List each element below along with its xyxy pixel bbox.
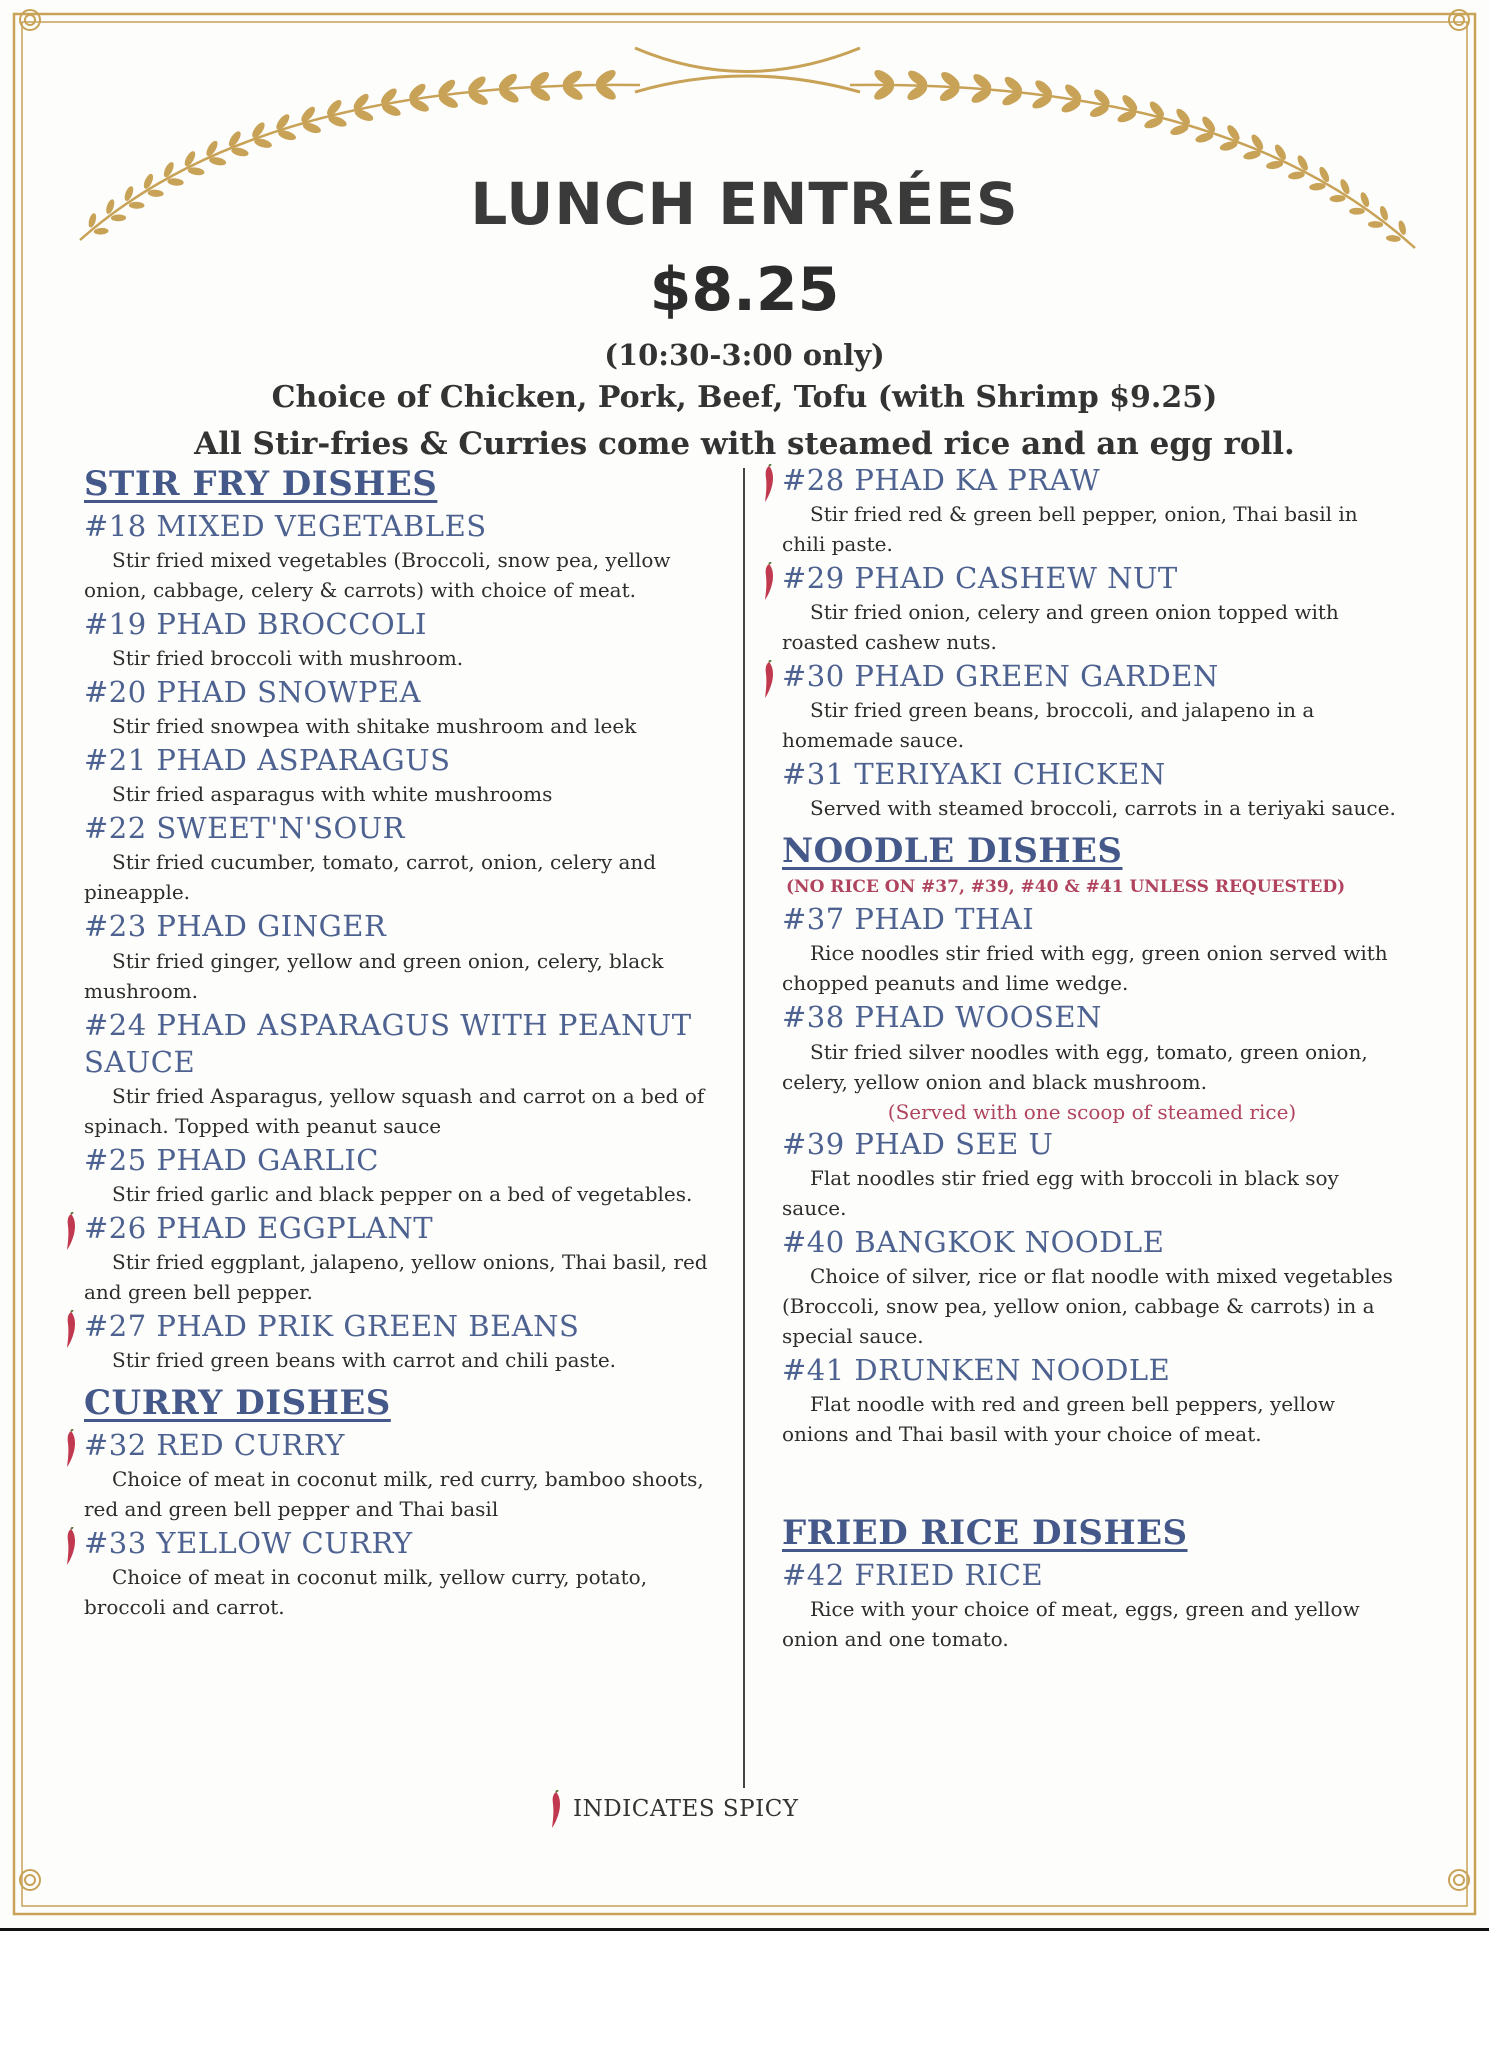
menu-item xyxy=(84,1525,724,1622)
menu-item xyxy=(84,508,724,605)
menu-item xyxy=(782,1224,1402,1351)
menu-item xyxy=(782,901,1402,998)
right-column xyxy=(782,462,1402,1655)
lunch-price: $8.25 xyxy=(649,255,840,325)
chili-pepper-icon xyxy=(62,1310,80,1350)
menu-item-description: Stir fried green beans with carrot and chili paste. xyxy=(112,1348,617,1373)
chili-pepper-icon xyxy=(62,1527,80,1567)
menu-item-title: #24 PHAD ASPARAGUS WITH PEANUT SAUCE xyxy=(84,1007,692,1079)
noodle-rice-note: (NO RICE ON #37, #39, #40 & #41 UNLESS REQUESTED) xyxy=(786,877,1346,898)
menu-item xyxy=(84,908,724,1005)
menu-item-title: #31 TERIYAKI CHICKEN xyxy=(782,757,1166,792)
menu-item xyxy=(782,756,1402,823)
menu-item-title: #37 PHAD THAI xyxy=(782,902,1035,937)
menu-item-title: #19 PHAD BROCCOLI xyxy=(84,607,427,641)
menu-item-description: Stir fried silver noodles with egg, tomato, green onion, celery, yellow onion and black mushroom. xyxy=(782,1039,1368,1094)
protein-choice-note: Choice of Chicken, Pork, Beef, Tofu (with Shrimp $9.25) xyxy=(271,380,1218,415)
menu-item-description: Rice with your choice of meat, eggs, green and yellow onion and one tomato. xyxy=(782,1596,1360,1651)
menu-item xyxy=(782,560,1402,657)
menu-item-description: Stir fried Asparagus, yellow squash and carrot on a bed of spinach. Topped with peanut sauce xyxy=(84,1083,705,1138)
chili-pepper-icon xyxy=(760,562,778,602)
menu-item xyxy=(782,1352,1402,1449)
menu-item-title: #29 PHAD CASHEW NUT xyxy=(782,561,1178,596)
menu-item-description: Choice of meat in coconut milk, yellow curry, potato, broccoli and carrot. xyxy=(84,1565,648,1620)
menu-item xyxy=(84,810,724,907)
menu-item xyxy=(84,674,724,741)
sides-note: All Stir-fries & Curries come with steamed rice and an egg roll. xyxy=(194,426,1295,462)
menu-item xyxy=(84,1427,724,1524)
menu-item-title: #39 PHAD SEE U xyxy=(782,1126,1054,1161)
menu-item xyxy=(84,1210,724,1307)
section-heading-fried-rice: FRIED RICE DISHES xyxy=(782,1512,1188,1553)
section-heading-stir-fry: STIR FRY DISHES xyxy=(84,464,438,504)
menu-item-description: Stir fried mixed vegetables (Broccoli, snow pea, yellow onion, cabbage, celery & carrots) with choice of meat. xyxy=(84,548,671,602)
menu-item-title: #41 DRUNKEN NOODLE xyxy=(782,1352,1171,1387)
menu-item-description: Stir fried broccoli with mushroom. xyxy=(112,646,464,671)
menu-item-description: Served with steamed broccoli, carrots in a teriyaki sauce. xyxy=(810,796,1396,821)
page-title: LUNCH ENTRÉES xyxy=(470,170,1019,238)
menu-item-title: #28 PHAD KA PRAW xyxy=(782,463,1101,497)
menu-item-title: #40 BANGKOK NOODLE xyxy=(782,1224,1165,1259)
menu-item-title: #22 SWEET'N'SOUR xyxy=(84,811,406,846)
menu-item xyxy=(84,606,724,673)
menu-item xyxy=(782,1126,1402,1223)
chili-pepper-icon xyxy=(62,1212,80,1252)
spicy-legend-text: INDICATES SPICY xyxy=(573,1796,799,1822)
chili-pepper-icon xyxy=(62,1429,80,1469)
menu-item xyxy=(782,658,1402,755)
scan-bottom-margin xyxy=(0,1928,1489,2051)
menu-item xyxy=(84,1308,724,1375)
menu-item-description: Flat noodle with red and green bell peppers, yellow onions and Thai basil with your choice of meat. xyxy=(782,1391,1336,1446)
section-heading-curry: CURRY DISHES xyxy=(84,1383,391,1424)
menu-item-description: Stir fried red & green bell pepper, onion, Thai basil in chili paste. xyxy=(782,502,1358,557)
menu-item-description: Stir fried garlic and black pepper on a bed of vegetables. xyxy=(112,1181,693,1206)
menu-item xyxy=(782,462,1402,559)
menu-item-description: Stir fried onion, celery and green onion topped with roasted cashew nuts. xyxy=(782,600,1339,655)
menu-item-description: Flat noodles stir fried egg with broccoli in black soy sauce. xyxy=(782,1165,1339,1220)
menu-item-title: #18 MIXED VEGETABLES xyxy=(84,508,487,543)
menu-item-title: #23 PHAD GINGER xyxy=(84,909,387,944)
menu-item xyxy=(782,1557,1402,1654)
menu-item-title: #20 PHAD SNOWPEA xyxy=(84,675,422,710)
column-divider xyxy=(743,468,745,1788)
menu-item-title: #32 RED CURRY xyxy=(84,1427,345,1462)
menu-item-title: #38 PHAD WOOSEN xyxy=(782,1000,1102,1035)
menu-item xyxy=(84,1007,724,1141)
spicy-legend xyxy=(573,1796,798,1822)
menu-item-title: #27 PHAD PRIK GREEN BEANS xyxy=(84,1308,580,1343)
menu-item-description: Choice of silver, rice or flat noodle with mixed vegetables (Broccoli, snow pea, yellow onion, cabbage & carrots) in a special sauce. xyxy=(782,1263,1393,1348)
menu-item-description: Stir fried snowpea with shitake mushroom and leek xyxy=(112,714,637,739)
menu-item-title: #25 PHAD GARLIC xyxy=(84,1142,379,1177)
chili-pepper-icon xyxy=(760,464,778,504)
menu-item-title: #33 YELLOW CURRY xyxy=(84,1526,413,1561)
menu-item xyxy=(84,742,724,809)
menu-item-description: Stir fried eggplant, jalapeno, yellow onions, Thai basil, red and green bell pepper. xyxy=(84,1249,708,1304)
menu-item-description: Choice of meat in coconut milk, red curry, bamboo shoots, red and green bell pepper and Thai basil xyxy=(84,1467,704,1522)
menu-item-description: Stir fried green beans, broccoli, and jalapeno in a homemade sauce. xyxy=(782,698,1315,753)
menu-item-description: Stir fried ginger, yellow and green onion, celery, black mushroom. xyxy=(84,948,664,1003)
menu-item-title: #26 PHAD EGGPLANT xyxy=(84,1210,434,1245)
menu-item-description: Stir fried cucumber, tomato, carrot, onion, celery and pineapple. xyxy=(84,850,657,905)
chili-pepper-icon xyxy=(760,660,778,700)
menu-item-title: #42 FRIED RICE xyxy=(782,1557,1044,1592)
menu-item-note: (Served with one scoop of steamed rice) xyxy=(887,1099,1297,1124)
menu-item-title: #21 PHAD ASPARAGUS xyxy=(84,743,451,778)
left-column xyxy=(84,462,724,1623)
menu-item-description: Rice noodles stir fried with egg, green onion served with chopped peanuts and lime wedge. xyxy=(782,941,1388,996)
menu-item xyxy=(84,1142,724,1209)
lunch-hours: (10:30-3:00 only) xyxy=(604,338,885,372)
section-heading-noodle: NOODLE DISHES xyxy=(782,831,1123,872)
menu-item-description: Stir fried asparagus with white mushrooms xyxy=(112,782,553,807)
menu-item-title: #30 PHAD GREEN GARDEN xyxy=(782,659,1219,694)
menu-item xyxy=(782,999,1402,1125)
chili-pepper-icon xyxy=(547,1790,565,1830)
